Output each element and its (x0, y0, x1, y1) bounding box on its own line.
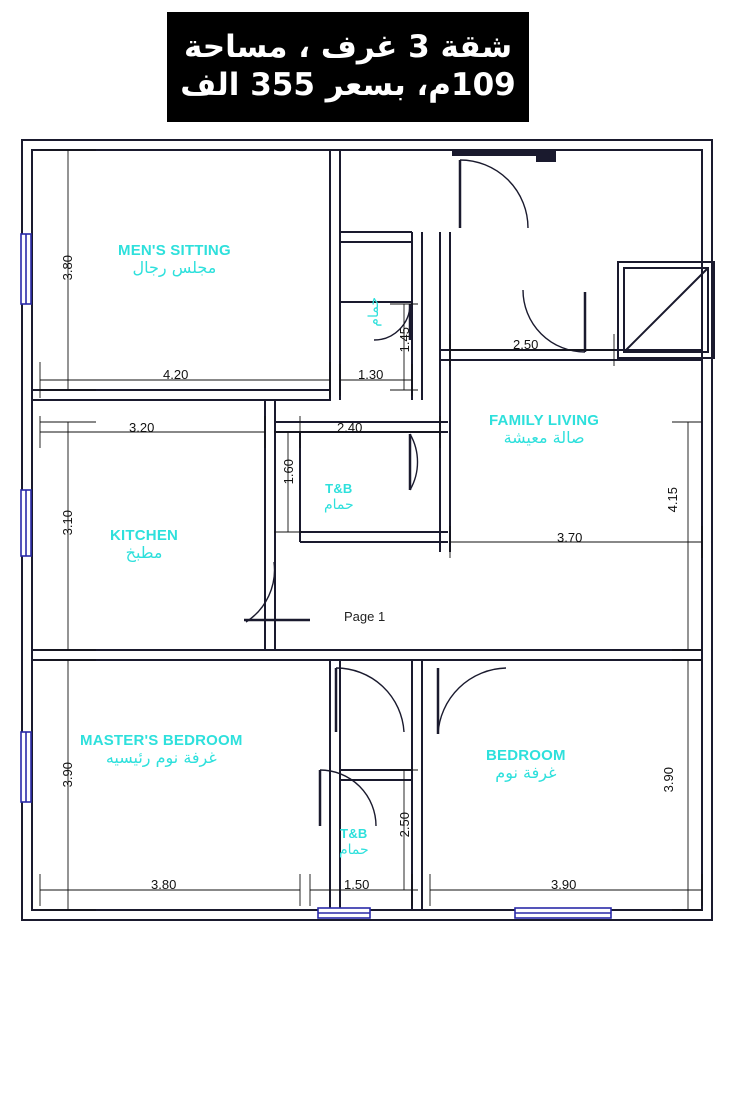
room-label-en: MASTER'S BEDROOM (80, 732, 243, 749)
room-label-tb-2 (339, 827, 369, 858)
dimension-3-90-left: 3.90 (60, 762, 75, 788)
room-label-en: FAMILY LIVING (489, 412, 600, 429)
room-label-masters-bedroom (80, 732, 243, 768)
room-label-ar: حمام (324, 496, 354, 513)
room-label-en: KITCHEN (110, 527, 179, 544)
dimension-2-50-bottom: 2.50 (397, 812, 412, 838)
dimension-3-70: 3.70 (557, 530, 583, 545)
dimension-4-15: 4.15 (665, 487, 680, 513)
dimension-4-20: 4.20 (163, 367, 189, 382)
dimension-3-80-top-left: 3.80 (60, 255, 75, 281)
room-label-family-living (489, 412, 599, 448)
dimension-1-45: 1.45 (397, 327, 412, 353)
dimension-1-30: 1.30 (358, 367, 384, 382)
room-label-ar: صالة معيشة (503, 428, 585, 448)
room-label-ar: مجلس رجال (132, 258, 217, 278)
room-label-en: T&B (340, 826, 368, 841)
page-label: Page 1 (344, 609, 386, 624)
room-label-en: MEN'S SITTING (118, 242, 231, 259)
room-label-kitchen (110, 527, 178, 563)
dimension-3-90-bottom: 3.90 (551, 877, 577, 892)
dimension-1-60: 1.60 (281, 459, 296, 485)
room-label-ar: مطبخ (125, 543, 163, 563)
room-label-bedroom (486, 747, 566, 783)
room-label-bath-1 (366, 297, 382, 327)
dimension-3-90-right: 3.90 (661, 767, 676, 793)
dimension-3-20: 3.20 (129, 420, 155, 435)
title-text: شقة 3 غرف ، مساحة 109م، بسعر 355 الف (180, 29, 516, 103)
room-label-tb-1 (324, 482, 354, 513)
dimension-3-80-bottom: 3.80 (151, 877, 177, 892)
dimension-3-10: 3.10 (60, 510, 75, 536)
room-label-en: T&B (325, 481, 353, 496)
dimension-2-50: 2.50 (513, 337, 539, 352)
dimension-2-40: 2.40 (337, 420, 363, 435)
room-label-ar: حمام (366, 297, 382, 327)
room-label-ar: غرفة نوم (495, 763, 557, 783)
room-label-ar: حمام (339, 841, 369, 858)
room-label-ar: غرفة نوم رئيسيه (105, 748, 217, 768)
room-label-mens-sitting (118, 242, 231, 278)
floor-plan (0, 122, 750, 952)
room-label-en: BEDROOM (486, 747, 566, 764)
dimension-1-50: 1.50 (344, 877, 370, 892)
title-banner (167, 12, 529, 122)
